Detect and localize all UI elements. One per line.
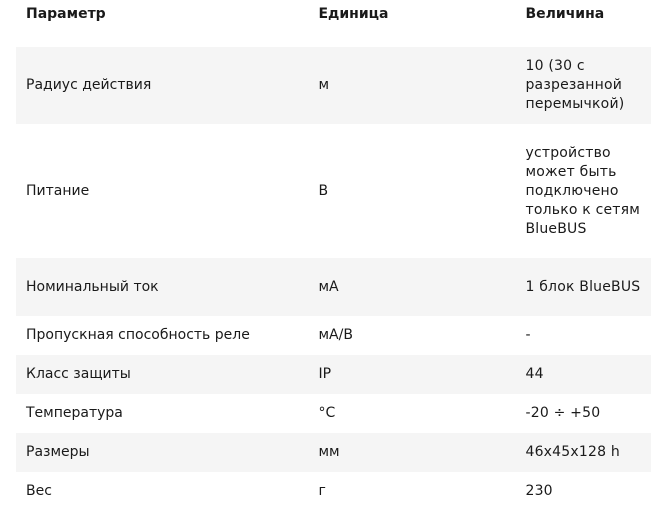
cell-value: 230 [525,483,553,499]
table-row [16,258,651,316]
cell-unit: В [318,182,329,199]
cell-unit: IP [318,366,332,382]
cell-value: устройство может быть подключено только к сетям BlueBUS [525,144,641,237]
table-row [16,394,651,433]
header-gap [16,33,651,47]
cell-parameter: Номинальный ток [26,278,159,295]
header-parameter: Параметр [26,6,106,22]
cell-parameter: Радиус действия [26,77,152,93]
table-header-row [16,0,651,33]
cell-value: 1 блок BlueBUS [525,278,641,295]
cell-unit: мА [318,278,339,295]
cell-value: -20 ÷ +50 [525,405,601,421]
table-row [16,472,651,511]
cell-unit: мм [318,444,340,460]
table-row [16,355,651,394]
cell-value: 46x45x128 h [525,444,620,460]
cell-value: - [525,327,531,343]
table-row [16,124,651,258]
cell-unit: м [318,77,330,93]
cell-unit: мА/В [318,327,353,343]
cell-parameter: Пропускная способность реле [26,327,250,343]
table-row [16,433,651,472]
cell-parameter: Температура [26,405,123,421]
cell-unit: °С [318,405,336,421]
table-row [16,316,651,355]
header-value: Величина [525,6,605,22]
cell-unit: г [318,483,326,499]
cell-parameter: Питание [26,182,90,199]
cell-parameter: Вес [26,483,52,499]
table-row [16,47,651,124]
cell-value: 10 (30 с разрезанной перемычкой) [525,58,625,112]
cell-parameter: Класс защиты [26,366,131,382]
spec-table [16,0,651,511]
header-unit: Единица [318,6,389,22]
cell-parameter: Размеры [26,444,90,460]
cell-value: 44 [525,366,544,382]
